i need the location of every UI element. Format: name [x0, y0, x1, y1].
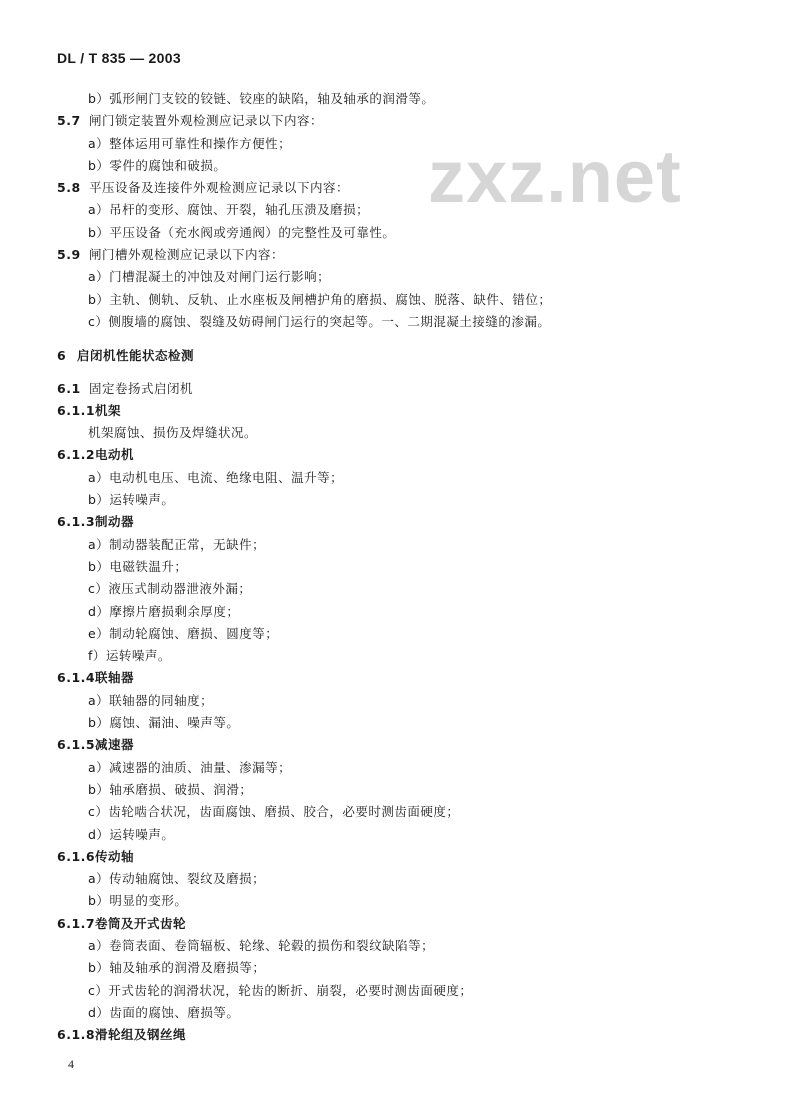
- subclause-heading: [0, 667, 800, 689]
- list-item: a）卷筒表面、卷筒辐板、轮缘、轮毂的损伤和裂纹缺陷等；: [88, 937, 435, 953]
- list-item: b）电磁铁温升；: [88, 558, 188, 574]
- list-item: b）轴承磨损、破损、润滑；: [88, 781, 253, 797]
- list-item: a）电动机电压、电流、绝缘电阻、温升等；: [88, 469, 344, 485]
- clause-heading: [0, 244, 800, 266]
- subclause-heading: [0, 400, 800, 422]
- list-item: b）零件的腐蚀和破损。: [88, 157, 227, 173]
- heading-number: 6: [57, 348, 67, 364]
- subclause-heading: [0, 913, 800, 935]
- list-item: b）运转噪声。: [88, 492, 175, 508]
- list-item: d）齿面的腐蚀、磨损等。: [88, 1004, 240, 1020]
- site-watermark: zxz.net: [428, 135, 682, 218]
- list-item: c）开式齿轮的润滑状况，轮齿的断折、崩裂，必要时测齿面硬度；: [88, 982, 473, 998]
- clause-heading: [0, 110, 800, 132]
- heading-number: 6.1.2: [57, 447, 96, 463]
- list-item: a）门槽混凝土的冲蚀及对闸门运行影响；: [88, 269, 331, 285]
- heading-number: 6.1.3: [57, 514, 96, 530]
- heading-text: 滑轮组及钢丝绳: [95, 1027, 187, 1043]
- list-item: a）制动器装配正常，无缺件；: [88, 536, 266, 552]
- heading-number: 6.1: [57, 380, 81, 396]
- heading-number: 6.1.6: [57, 848, 96, 864]
- subclause-heading: [0, 734, 800, 756]
- list-item: c）侧腹墙的腐蚀、裂缝及妨碍闸门运行的突起等。一、二期混凝土接缝的渗漏。: [88, 313, 551, 329]
- heading-text: 卷筒及开式齿轮: [95, 915, 187, 931]
- heading-text: 联轴器: [95, 670, 135, 686]
- list-item: b）明显的变形。: [88, 893, 188, 909]
- list-item: a）减速器的油质、油量、渗漏等；: [88, 759, 292, 775]
- list-item: d）运转噪声。: [88, 826, 175, 842]
- heading-number: 6.1.7: [57, 915, 96, 931]
- clause-heading: [0, 177, 800, 199]
- list-item: a）联轴器的同轴度；: [88, 692, 214, 708]
- document-body: [0, 88, 800, 1046]
- heading-number: 6.1.1: [57, 402, 96, 418]
- heading-text: 固定卷扬式启闭机: [89, 380, 194, 396]
- subclause-heading: [0, 444, 800, 466]
- page-number: 4: [68, 1057, 74, 1071]
- heading-number: 6.1.5: [57, 737, 96, 753]
- heading-text: 启闭机性能状态检测: [77, 348, 195, 364]
- list-item: b）弧形闸门支铰的铰链、铰座的缺陷，轴及轴承的润滑等。: [88, 91, 435, 106]
- heading-text: 制动器: [95, 514, 135, 530]
- standard-code-header: DL / T 835 — 2003: [57, 50, 181, 66]
- list-item: c）齿轮啮合状况，齿面腐蚀、磨损、胶合，必要时测齿面硬度；: [88, 804, 460, 820]
- heading-text: 闸门槽外观检测应记录以下内容：: [89, 247, 285, 263]
- heading-text: 机架: [95, 402, 122, 418]
- list-item: a）整体运用可靠性和操作方便性；: [88, 135, 292, 151]
- list-item: b）主轨、侧轨、反轨、止水座板及闸槽护角的磨损、腐蚀、脱落、缺件、错位；: [88, 291, 552, 307]
- list-item: f）运转噪声。: [88, 648, 171, 664]
- subclause-heading: [0, 511, 800, 533]
- heading-text: 减速器: [95, 737, 135, 753]
- list-item: d）摩擦片磨损剩余厚度；: [88, 603, 240, 619]
- heading-text: 闸门锁定装置外观检测应记录以下内容：: [89, 113, 324, 129]
- list-item: c）液压式制动器泄液外漏；: [88, 581, 252, 597]
- heading-text: 平压设备及连接件外观检测应记录以下内容：: [89, 180, 350, 196]
- subclause-heading: [0, 1024, 800, 1046]
- heading-number: 5.9: [57, 247, 81, 263]
- chapter-heading: [0, 345, 800, 367]
- clause-heading: [0, 378, 800, 400]
- list-item: a）吊杆的变形、腐蚀、开裂，轴孔压溃及磨损；: [88, 202, 370, 218]
- list-item: a）传动轴腐蚀、裂纹及磨损；: [88, 871, 266, 887]
- heading-number: 6.1.8: [57, 1027, 96, 1043]
- heading-number: 5.8: [57, 180, 81, 196]
- list-item: 机架腐蚀、损伤及焊缝状况。: [88, 425, 258, 441]
- heading-text: 传动轴: [95, 848, 135, 864]
- list-item: e）制动轮腐蚀、磨损、圆度等；: [88, 625, 279, 641]
- list-item: b）平压设备（充水阀或旁通阀）的完整性及可靠性。: [88, 224, 396, 240]
- heading-number: 5.7: [57, 113, 81, 129]
- list-item: b）腐蚀、漏油、噪声等。: [88, 715, 240, 731]
- subclause-heading: [0, 846, 800, 868]
- heading-text: 电动机: [95, 447, 135, 463]
- list-item: b）轴及轴承的润滑及磨损等；: [88, 960, 266, 976]
- heading-number: 6.1.4: [57, 670, 96, 686]
